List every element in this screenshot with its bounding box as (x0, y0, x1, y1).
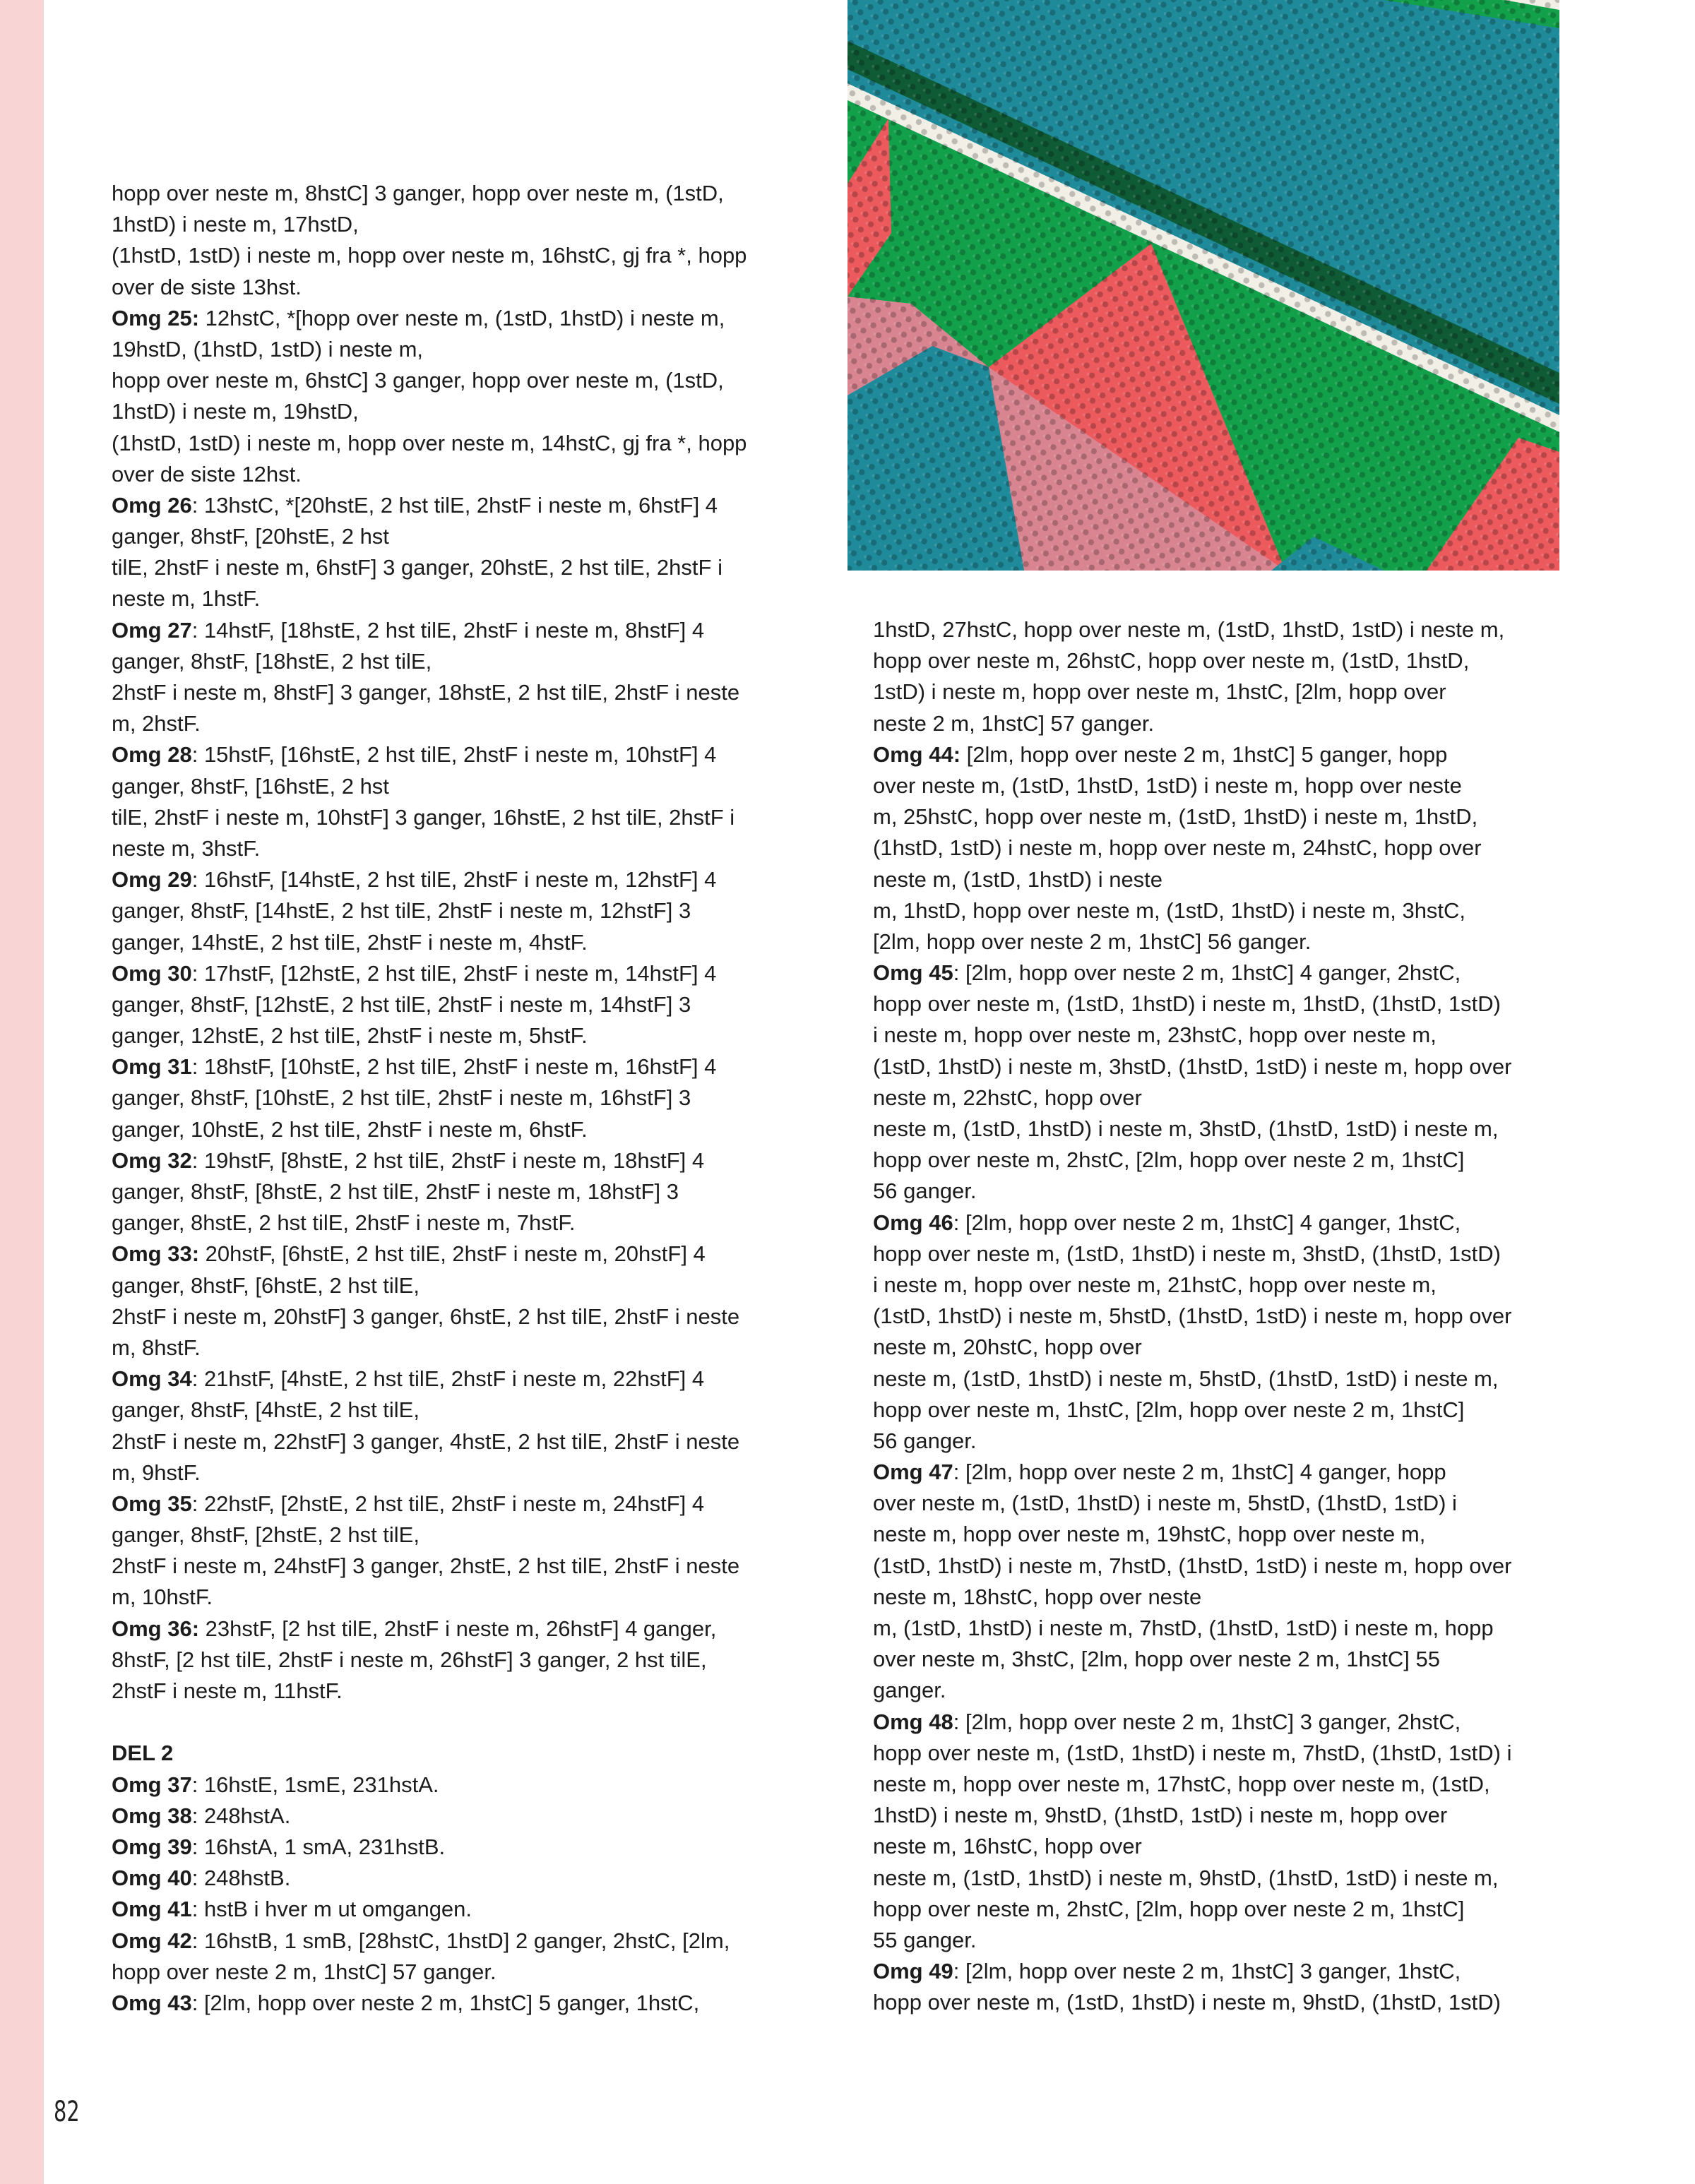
round-label: Omg 45 (873, 960, 953, 986)
instruction-text-line (112, 272, 790, 303)
instruction-text: 1hstD) i neste m, 9hstD, (1hstD, 1stD) i neste m, hopp over (873, 1803, 1448, 1828)
instruction-round-line (112, 1832, 790, 1863)
instruction-text-line (873, 1987, 1551, 2018)
instruction-text: (1hstD, 1stD) i neste m, hopp over neste m, 14hstC, gj fra *, hopp (112, 430, 747, 455)
instruction-round-line (873, 1956, 1551, 1987)
instruction-text-line (112, 428, 790, 459)
instruction-text: : 16hstB, 1 smB, [28hstC, 1hstD] 2 ganger, 2hstC, [2lm, (191, 1928, 730, 1953)
instruction-text: neste m, (1stD, 1hstD) i neste m, 9hstD, (1hstD, 1stD) i neste m, (873, 1865, 1499, 1890)
instruction-text-line (112, 396, 790, 427)
instruction-round-line (112, 1770, 790, 1801)
round-label: Omg 41 (112, 1897, 192, 1922)
instruction-text: (1stD, 1hstD) i neste m, 5hstD, (1hstD, 1stD) i neste m, hopp over (873, 1303, 1512, 1329)
instruction-text: neste m, 1hstF. (112, 586, 261, 611)
instruction-text-line (873, 864, 1551, 895)
left-text-column (112, 178, 790, 2019)
instruction-text: neste m, (1stD, 1hstD) i neste m, 3hstD, (1hstD, 1stD) i neste m, (873, 1116, 1499, 1141)
instruction-text-line (873, 770, 1551, 801)
round-label: Omg 39 (112, 1834, 192, 1859)
instruction-text: 2hstF i neste m, 11hstF. (112, 1678, 343, 1703)
instruction-text-line (873, 1239, 1551, 1270)
instruction-round-line (112, 1363, 790, 1395)
instruction-text-line (873, 1644, 1551, 1675)
instruction-text-line (873, 1769, 1551, 1800)
instruction-text-line (873, 1114, 1551, 1145)
instruction-text-line (112, 1020, 790, 1051)
instruction-text: m, 1hstD, hopp over neste m, (1stD, 1hstD) i neste m, 3hstC, (873, 897, 1466, 923)
instruction-text: m, 9hstF. (112, 1460, 201, 1485)
instruction-text-line (873, 1894, 1551, 1925)
instruction-text-line (873, 1863, 1551, 1894)
instruction-text: hopp over neste m, (1stD, 1hstD) i neste m, 1hstD, (1hstD, 1stD) (873, 991, 1501, 1017)
instruction-text: m, (1stD, 1hstD) i neste m, 7hstD, (1hstD, 1stD) i neste m, hopp (873, 1616, 1494, 1640)
instruction-text-line (873, 1145, 1551, 1176)
instruction-text: ganger, 14hstE, 2 hst tilE, 2hstF i neste m, 4hstF. (112, 929, 588, 955)
instruction-text: : 18hstF, [10hstE, 2 hst tilE, 2hstF i neste m, 16hstF] 4 (191, 1054, 717, 1080)
instruction-text-line (112, 802, 790, 833)
instruction-round-line (112, 1613, 790, 1645)
instruction-text: ganger, 8hstF, [10hstE, 2 hst tilE, 2hstF i neste m, 16hstF] 3 (112, 1085, 691, 1111)
instruction-text: (1stD, 1hstD) i neste m, 7hstD, (1hstD, 1stD) i neste m, hopp over (873, 1553, 1512, 1578)
instruction-text: m, 2hstF. (112, 711, 201, 736)
instruction-text-line (112, 178, 790, 209)
instruction-text-line (873, 1176, 1551, 1207)
instruction-text-line (112, 583, 790, 614)
instruction-text-line (112, 459, 790, 490)
instruction-text-line (112, 833, 790, 864)
instruction-text: ganger, 8hstF, [18hstE, 2 hst tilE, (112, 648, 432, 674)
instruction-text-line (112, 1082, 790, 1114)
round-label: Omg 31 (112, 1054, 192, 1080)
instruction-text: : 16hstA, 1 smA, 231hstB. (191, 1834, 446, 1859)
instruction-round-line (112, 1051, 790, 1082)
round-label: Omg 25: (112, 305, 200, 330)
instruction-round-line (112, 615, 790, 646)
round-label: Omg 27 (112, 617, 192, 643)
instruction-text: (1hstD, 1stD) i neste m, hopp over neste m, 16hstC, gj fra *, hopp (112, 243, 747, 268)
instruction-round-line (873, 957, 1551, 989)
round-label: Omg 28 (112, 742, 192, 768)
instruction-text: 8hstF, [2 hst tilE, 2hstF i neste m, 26hstF] 3 ganger, 2 hst tilE, (112, 1647, 707, 1672)
instruction-text-line (112, 1426, 790, 1457)
instruction-text: hopp over neste m, (1stD, 1hstD) i neste m, 9hstD, (1hstD, 1stD) (873, 1990, 1501, 2015)
instruction-text: : 21hstF, [4hstE, 2 hst tilE, 2hstF i neste m, 22hstF] 4 (191, 1366, 705, 1392)
round-label: DEL 2 (112, 1741, 174, 1766)
instruction-text: hopp over neste m, 26hstC, hopp over neste m, (1stD, 1hstD, (873, 648, 1470, 674)
instruction-text: 2hstF i neste m, 24hstF] 3 ganger, 2hstE, 2 hst tilE, 2hstF i neste (112, 1553, 740, 1579)
instruction-text-line (112, 1114, 790, 1145)
round-label: Omg 40 (112, 1866, 192, 1891)
instruction-text-line (112, 677, 790, 708)
round-label: Omg 47 (873, 1460, 953, 1485)
instruction-round-line (873, 1707, 1551, 1738)
instruction-text: ganger, 10hstE, 2 hst tilE, 2hstF i neste m, 6hstF. (112, 1116, 588, 1142)
instruction-text: neste 2 m, 1hstC] 57 ganger. (873, 710, 1155, 736)
round-label: Omg 29 (112, 867, 192, 893)
instruction-text: 55 ganger. (873, 1927, 977, 1952)
instruction-text: : 22hstF, [2hstE, 2 hst tilE, 2hstF i neste m, 24hstF] 4 (191, 1491, 705, 1516)
instruction-text: over de siste 13hst. (112, 274, 302, 299)
instruction-round-line (873, 739, 1551, 770)
round-label: Omg 48 (873, 1709, 953, 1734)
page-number: 82 (54, 2096, 80, 2128)
instruction-round-line (873, 1457, 1551, 1488)
instruction-text-line (112, 1395, 790, 1426)
instruction-text: 2hstF i neste m, 22hstF] 3 ganger, 4hstE, 2 hst tilE, 2hstF i neste (112, 1428, 740, 1454)
stitch-texture (848, 0, 1559, 571)
instruction-text-line (112, 1457, 790, 1488)
instruction-text-line (112, 989, 790, 1020)
instruction-text-line (112, 521, 790, 552)
instruction-text-line (112, 646, 790, 677)
instruction-text: : [2lm, hopp over neste 2 m, 1hstC] 4 ganger, 1hstC, (953, 1210, 1461, 1235)
instruction-text-line (873, 1301, 1551, 1332)
instruction-text-line (873, 1800, 1551, 1831)
instruction-text-line (873, 926, 1551, 957)
instruction-text: : 17hstF, [12hstE, 2 hst tilE, 2hstF i neste m, 14hstF] 4 (191, 960, 717, 986)
instruction-round-line (112, 1926, 790, 1957)
instruction-text: : 15hstF, [16hstE, 2 hst tilE, 2hstF i neste m, 10hstF] 4 (191, 742, 717, 768)
instruction-text: 1hstD) i neste m, 17hstD, (112, 212, 359, 237)
instruction-text-line (873, 1488, 1551, 1519)
round-label: Omg 46 (873, 1210, 953, 1235)
instruction-text: ganger, 8hstF, [16hstE, 2 hst (112, 773, 389, 799)
instruction-text: (1hstD, 1stD) i neste m, hopp over neste m, 24hstC, hopp over (873, 835, 1482, 861)
instruction-round-line (112, 1988, 790, 2019)
instruction-text-line (873, 895, 1551, 926)
instruction-text: tilE, 2hstF i neste m, 6hstF] 3 ganger, 20hstE, 2 hst tilE, 2hstF i (112, 555, 722, 580)
instruction-text: 23hstF, [2 hst tilE, 2hstF i neste m, 26hstF] 4 ganger, (199, 1616, 717, 1641)
instruction-text: ganger, 8hstF, [8hstE, 2 hst tilE, 2hstF i neste m, 18hstF] 3 (112, 1179, 679, 1204)
instruction-text-line (112, 365, 790, 396)
instruction-text: 1hstD) i neste m, 19hstD, (112, 399, 359, 424)
instruction-round-line (112, 490, 790, 521)
instruction-round-line (112, 303, 790, 334)
instruction-text: 1hstD, 27hstC, hopp over neste m, (1stD, 1hstD, 1stD) i neste m, (873, 617, 1505, 642)
instruction-text: : [2lm, hopp over neste 2 m, 1hstC] 4 ganger, 2hstC, (953, 960, 1461, 986)
instruction-text: [2lm, hopp over neste 2 m, 1hstC] 56 ganger. (873, 929, 1312, 954)
instruction-text: ganger, 8hstF, [20hstE, 2 hst (112, 524, 389, 549)
instruction-text: : 16hstF, [14hstE, 2 hst tilE, 2hstF i neste m, 12hstF] 4 (191, 867, 717, 893)
instruction-text: ganger, 8hstF, [14hstE, 2 hst tilE, 2hstF i neste m, 12hstF] 3 (112, 898, 691, 924)
instruction-text: ganger, 8hstF, [6hstE, 2 hst tilE, (112, 1272, 420, 1298)
instruction-text: (1stD, 1hstD) i neste m, 3hstD, (1hstD, 1stD) i neste m, hopp over (873, 1054, 1512, 1079)
instruction-text: 12hstC, *[hopp over neste m, (1stD, 1hstD) i neste m, (199, 305, 725, 330)
instruction-text: neste m, (1stD, 1hstD) i neste (873, 866, 1163, 892)
instruction-text-line (112, 1645, 790, 1676)
instruction-text-line (112, 1957, 790, 1988)
instruction-text-line (873, 1831, 1551, 1862)
instruction-text: neste m, hopp over neste m, 19hstC, hopp over neste m, (873, 1522, 1426, 1547)
instruction-text-line (873, 1082, 1551, 1114)
instruction-text: hopp over neste m, (1stD, 1hstD) i neste m, 7hstD, (1hstD, 1stD) i (873, 1740, 1512, 1765)
instruction-text: hopp over neste 2 m, 1hstC] 57 ganger. (112, 1959, 496, 1984)
instruction-text: over neste m, 3hstC, [2lm, hopp over neste 2 m, 1hstC] 55 (873, 1647, 1440, 1672)
instruction-text-line (873, 1020, 1551, 1051)
instruction-text-line (873, 1363, 1551, 1395)
instruction-text-line (112, 334, 790, 365)
instruction-text: hopp over neste m, (1stD, 1hstD) i neste m, 3hstD, (1hstD, 1stD) (873, 1241, 1501, 1266)
instruction-text: over neste m, (1stD, 1hstD, 1stD) i neste m, hopp over neste (873, 772, 1462, 798)
instruction-text-line (873, 1613, 1551, 1644)
instruction-text: ganger, 8hstF, [4hstE, 2 hst tilE, (112, 1397, 420, 1423)
instruction-text: ganger, 8hstF, [12hstE, 2 hst tilE, 2hstF i neste m, 14hstF] 3 (112, 991, 691, 1017)
instruction-text: m, 25hstC, hopp over neste m, (1stD, 1hstD) i neste m, 1hstD, (873, 804, 1478, 830)
round-label: Omg 36: (112, 1616, 200, 1641)
instruction-round-line (112, 1738, 790, 1769)
instruction-text-line (873, 1551, 1551, 1582)
round-label: Omg 37 (112, 1772, 192, 1797)
instruction-text-line (873, 1426, 1551, 1457)
instruction-text: : hstB i hver m ut omgangen. (191, 1897, 472, 1922)
instruction-text: hopp over neste m, 8hstC] 3 ganger, hopp over neste m, (1stD, (112, 181, 724, 205)
instruction-text-line (112, 927, 790, 958)
instruction-text: [2lm, hopp over neste 2 m, 1hstC] 5 ganger, hopp (961, 741, 1448, 767)
instruction-round-line (112, 739, 790, 770)
instruction-round-line (112, 958, 790, 989)
instruction-round-line (112, 1488, 790, 1520)
instruction-text-line (873, 614, 1551, 645)
instruction-text-line (873, 833, 1551, 864)
crochet-blanket-photo (848, 0, 1559, 571)
instruction-text-line (873, 1925, 1551, 1956)
instruction-text: 56 ganger. (873, 1178, 977, 1204)
instruction-round-line (873, 1207, 1551, 1239)
instruction-text-line (112, 1176, 790, 1207)
instruction-text-line (112, 552, 790, 583)
instruction-text-line (112, 1520, 790, 1551)
instruction-text-line (112, 1301, 790, 1332)
instruction-text: i neste m, hopp over neste m, 23hstC, hopp over neste m, (873, 1022, 1437, 1048)
instruction-text: neste m, 18hstC, hopp over neste (873, 1584, 1202, 1609)
instruction-text: 20hstF, [6hstE, 2 hst tilE, 2hstF i neste m, 20hstF] 4 (199, 1241, 706, 1267)
instruction-text: hopp over neste m, 2hstC, [2lm, hopp over neste 2 m, 1hstC] (873, 1147, 1465, 1173)
instruction-text-line (873, 1270, 1551, 1301)
instruction-text-line (112, 708, 790, 739)
instruction-text-line (873, 708, 1551, 739)
instruction-text: i neste m, hopp over neste m, 21hstC, hopp over neste m, (873, 1272, 1437, 1297)
instruction-text: neste m, (1stD, 1hstD) i neste m, 5hstD, (1hstD, 1stD) i neste m, (873, 1366, 1499, 1391)
instruction-round-line (112, 1863, 790, 1894)
instruction-text: hopp over neste m, 2hstC, [2lm, hopp over neste 2 m, 1hstC] (873, 1896, 1465, 1921)
page-accent-strip (0, 0, 44, 2184)
instruction-text-line (873, 1675, 1551, 1706)
round-label: Omg 35 (112, 1491, 192, 1516)
instruction-text: : 248hstB. (191, 1866, 291, 1891)
instruction-text-line (873, 989, 1551, 1020)
instruction-text: : 14hstF, [18hstE, 2 hst tilE, 2hstF i neste m, 8hstF] 4 (191, 617, 705, 643)
instruction-round-line (112, 1894, 790, 1925)
instruction-text-line (112, 209, 790, 240)
round-label: Omg 44: (873, 741, 961, 767)
instruction-text: : 13hstC, *[20hstE, 2 hst tilE, 2hstF i neste m, 6hstF] 4 (191, 492, 718, 518)
instruction-round-line (112, 1801, 790, 1832)
instruction-text: 2hstF i neste m, 8hstF] 3 ganger, 18hstE, 2 hst tilE, 2hstF i neste (112, 680, 740, 705)
instruction-text-line (112, 1582, 790, 1613)
round-label: Omg 42 (112, 1928, 192, 1953)
instruction-text: 56 ganger. (873, 1428, 977, 1453)
instruction-text: : 16hstE, 1smE, 231hstA. (191, 1772, 439, 1797)
instruction-text-line (873, 1738, 1551, 1769)
round-label: Omg 43 (112, 1990, 192, 2015)
instruction-text: : [2lm, hopp over neste 2 m, 1hstC] 3 ganger, 1hstC, (953, 1959, 1461, 1984)
instruction-text: neste m, 22hstC, hopp over (873, 1085, 1142, 1110)
instruction-text-line (873, 676, 1551, 708)
instruction-text-line (112, 1270, 790, 1301)
round-label: Omg 32 (112, 1147, 192, 1173)
instruction-text: hopp over neste m, 1hstC, [2lm, hopp over neste 2 m, 1hstC] (873, 1397, 1465, 1422)
instruction-text: : [2lm, hopp over neste 2 m, 1hstC] 4 ganger, hopp (953, 1460, 1446, 1485)
round-label: Omg 26 (112, 492, 192, 518)
instruction-text: 2hstF i neste m, 20hstF] 3 ganger, 6hstE, 2 hst tilE, 2hstF i neste (112, 1303, 740, 1329)
instruction-round-line (112, 864, 790, 895)
round-label: Omg 38 (112, 1803, 192, 1828)
instruction-text-line (873, 645, 1551, 676)
round-label: Omg 33: (112, 1241, 200, 1267)
instruction-text: tilE, 2hstF i neste m, 10hstF] 3 ganger, 16hstE, 2 hst tilE, 2hstF i (112, 804, 735, 830)
instruction-text: ganger, 12hstE, 2 hst tilE, 2hstF i neste m, 5hstF. (112, 1023, 588, 1049)
instruction-text: neste m, 16hstC, hopp over (873, 1834, 1142, 1859)
crochet-blanket-illustration (848, 0, 1559, 571)
right-text-column (873, 614, 1551, 2018)
instruction-text-line (873, 1051, 1551, 1082)
instruction-text: neste m, 3hstF. (112, 835, 261, 861)
instruction-text: : [2lm, hopp over neste 2 m, 1hstC] 3 ganger, 2hstC, (953, 1709, 1461, 1734)
instruction-text: m, 10hstF. (112, 1585, 213, 1610)
instruction-text-line (112, 771, 790, 802)
instruction-text-line (112, 1332, 790, 1363)
instruction-text: neste m, hopp over neste m, 17hstC, hopp over neste m, (1stD, (873, 1771, 1490, 1796)
round-label: Omg 34 (112, 1366, 192, 1392)
round-label: Omg 30 (112, 960, 192, 986)
instruction-text: ganger, 8hstE, 2 hst tilE, 2hstF i neste m, 7hstF. (112, 1210, 576, 1236)
instruction-text: over de siste 12hst. (112, 461, 302, 487)
instruction-round-line (112, 1239, 790, 1270)
instruction-text-line (873, 1582, 1551, 1613)
instruction-text-line (873, 801, 1551, 833)
instruction-text-line (873, 1395, 1551, 1426)
instruction-text-line (112, 240, 790, 271)
instruction-text: : 19hstF, [8hstE, 2 hst tilE, 2hstF i neste m, 18hstF] 4 (191, 1147, 705, 1173)
instruction-text-line (112, 1551, 790, 1582)
paragraph-gap (112, 1707, 790, 1738)
instruction-text-line (873, 1519, 1551, 1550)
round-label: Omg 49 (873, 1959, 953, 1984)
instruction-text: 1stD) i neste m, hopp over neste m, 1hstC, [2lm, hopp over (873, 679, 1446, 705)
instruction-text: over neste m, (1stD, 1hstD) i neste m, 5hstD, (1hstD, 1stD) i (873, 1491, 1457, 1516)
instruction-text-line (112, 1676, 790, 1707)
instruction-text: neste m, 20hstC, hopp over (873, 1335, 1142, 1360)
instruction-text: 19hstD, (1hstD, 1stD) i neste m, (112, 336, 424, 362)
instruction-text: m, 8hstF. (112, 1335, 201, 1360)
instruction-text: ganger, 8hstF, [2hstE, 2 hst tilE, (112, 1522, 420, 1548)
instruction-text: ganger. (873, 1678, 946, 1703)
instruction-text: : [2lm, hopp over neste 2 m, 1hstC] 5 ganger, 1hstC, (191, 1990, 700, 2015)
instruction-text-line (873, 1332, 1551, 1363)
instruction-text: hopp over neste m, 6hstC] 3 ganger, hopp over neste m, (1stD, (112, 368, 724, 393)
instruction-text-line (112, 1207, 790, 1239)
instruction-text-line (112, 895, 790, 926)
instruction-round-line (112, 1145, 790, 1176)
instruction-text: : 248hstA. (191, 1803, 291, 1828)
